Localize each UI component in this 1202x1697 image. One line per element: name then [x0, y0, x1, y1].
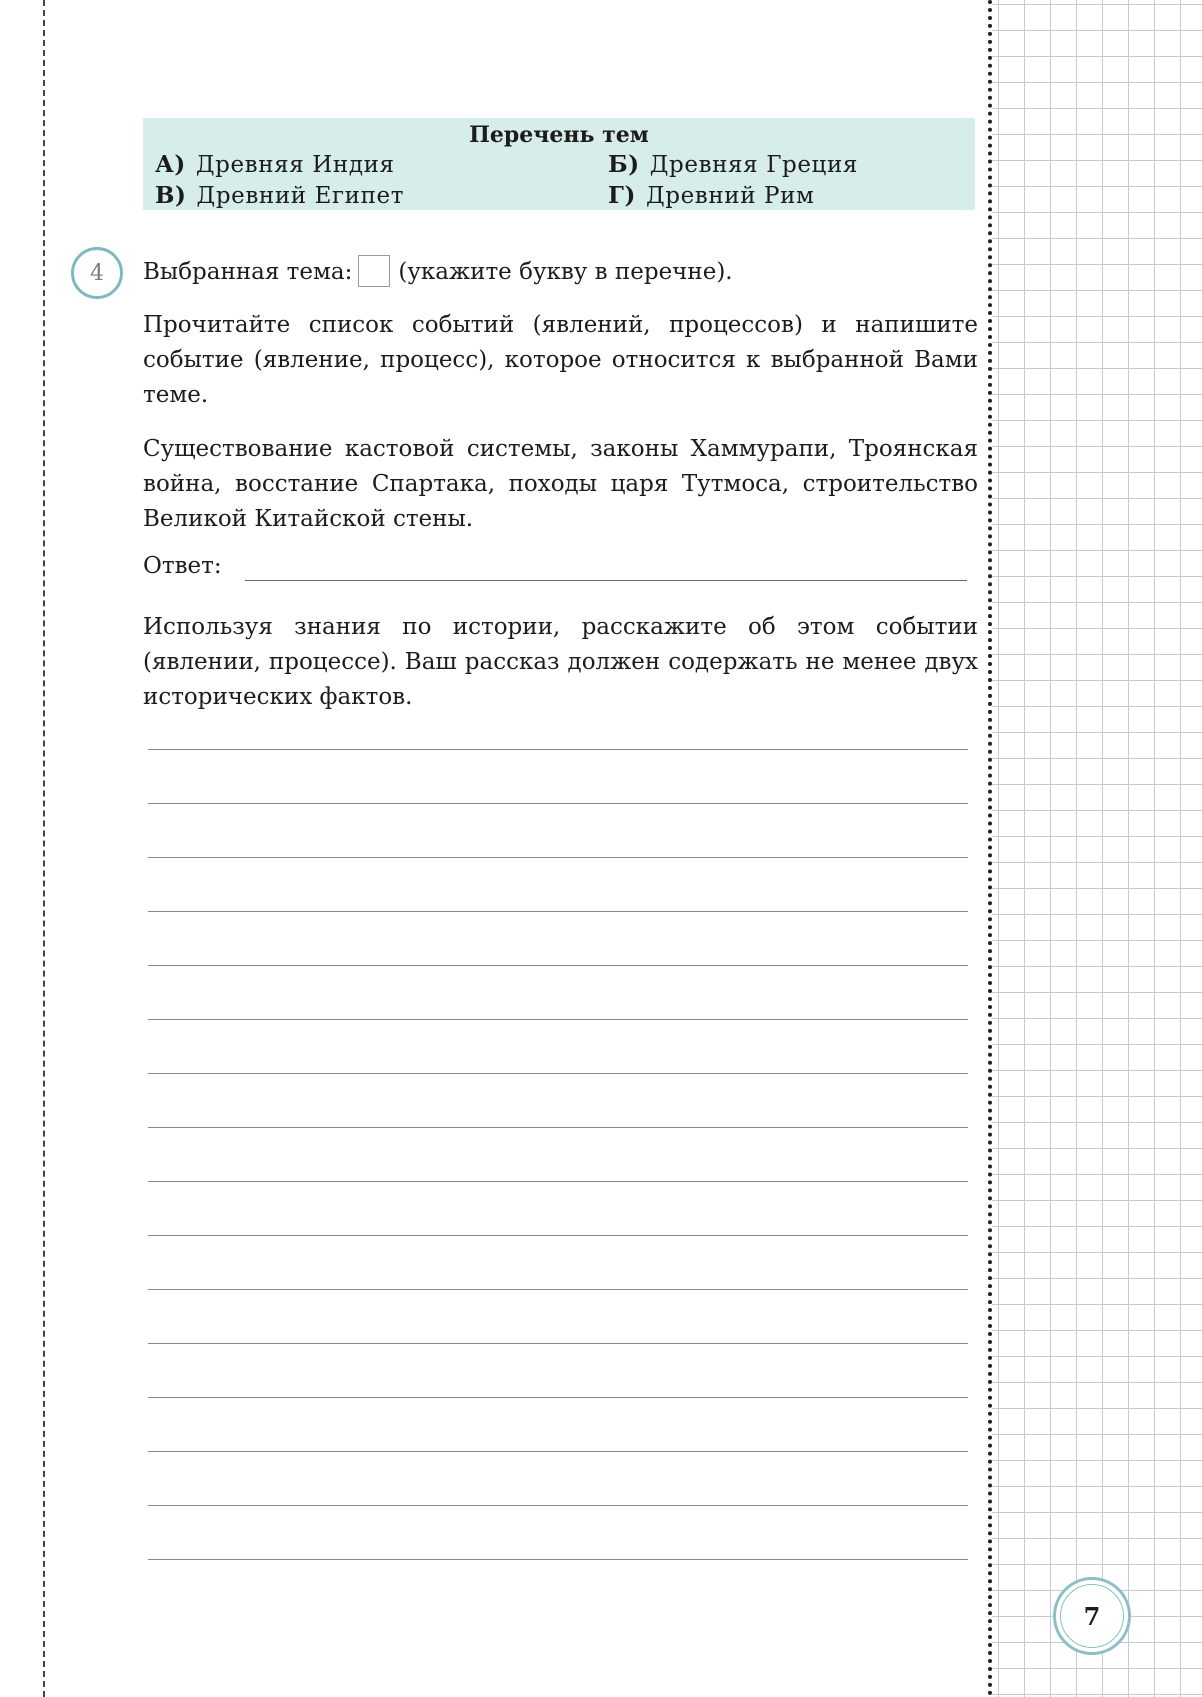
task-number-badge: 4: [71, 247, 123, 299]
chosen-topic-label: Выбранная тема:: [143, 259, 353, 285]
topic-letter-input[interactable]: [358, 255, 390, 287]
writing-line[interactable]: [148, 1506, 968, 1560]
topic-a: [155, 151, 395, 178]
writing-line[interactable]: [148, 858, 968, 912]
cut-line: [43, 0, 45, 1697]
topic-letter: А): [155, 151, 186, 178]
story-instruction-text: Используя знания по истории, расскажите об этом событии (явлении, процессе). Ваш рассказ должен содержать не менее двух исторических фактов.: [143, 614, 978, 710]
writing-line[interactable]: [148, 804, 968, 858]
margin-border: [988, 0, 992, 1697]
answer-writing-area[interactable]: [148, 748, 968, 1560]
writing-line[interactable]: [148, 750, 968, 804]
writing-line[interactable]: [148, 1074, 968, 1128]
topics-list: [143, 118, 975, 210]
topics-title: Перечень тем: [469, 122, 649, 148]
instruction-text: Прочитайте список событий (явлений, процессов) и напишите событие (явление, процесс), которое относится к выбранной Вами теме.: [143, 312, 978, 408]
page-number-badge: 7: [1053, 1577, 1131, 1655]
chosen-topic-line: [143, 257, 733, 289]
topic-name: Древний Рим: [645, 183, 815, 209]
writing-line[interactable]: [148, 1020, 968, 1074]
topic-name: Древняя Индия: [195, 152, 395, 178]
topic-letter: В): [155, 182, 187, 209]
writing-line[interactable]: [148, 1452, 968, 1506]
writing-line[interactable]: [148, 1236, 968, 1290]
topic-b: [608, 151, 858, 178]
writing-line[interactable]: [148, 1344, 968, 1398]
answer-label: Ответ:: [143, 553, 222, 579]
topic-v: [155, 182, 404, 209]
writing-line[interactable]: [148, 1128, 968, 1182]
answer-input-line[interactable]: [245, 580, 967, 581]
writing-line[interactable]: [148, 1182, 968, 1236]
topic-letter: Г): [608, 182, 636, 209]
topic-g: [608, 182, 815, 209]
chosen-topic-hint: (укажите букву в перечне).: [398, 259, 733, 285]
grid-margin: [992, 0, 1202, 1697]
writing-line[interactable]: [148, 912, 968, 966]
writing-line[interactable]: [148, 1290, 968, 1344]
writing-line[interactable]: [148, 1398, 968, 1452]
writing-line[interactable]: [148, 966, 968, 1020]
topic-name: Древний Египет: [196, 183, 405, 209]
events-list-text: Существование кастовой системы, законы Хаммурапи, Троянская война, восстание Спартака, походы царя Тутмоса, строительство Великой Китайской стены.: [143, 436, 978, 532]
topic-letter: Б): [608, 151, 640, 178]
topic-name: Древняя Греция: [649, 152, 858, 178]
